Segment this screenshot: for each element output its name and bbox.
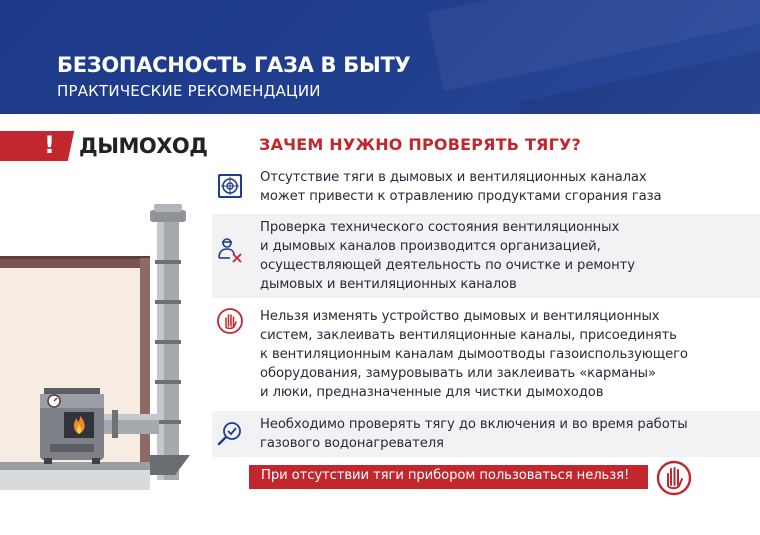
room-side-wall: [140, 258, 150, 468]
warning-text: При отсутствии тяги прибором пользоваться нельзя!: [261, 468, 630, 483]
page-subtitle: ПРАКТИЧЕСКИЕ РЕКОМЕНДАЦИИ: [57, 82, 321, 100]
warning-banner: [249, 465, 648, 489]
list-item: [212, 163, 760, 209]
ceiling-beam: [0, 258, 150, 268]
stop-hand-icon: [216, 307, 244, 335]
list-item: [212, 303, 760, 407]
magnifier-check-icon: [216, 420, 244, 448]
stop-hand-icon: [656, 460, 692, 496]
item-text: Необходимо проверять тягу до включения и во время работы газового водонагревателя: [260, 417, 688, 451]
chimney-illustration: [0, 200, 215, 500]
header-banner: [0, 0, 760, 114]
repair-worker-icon: [216, 236, 244, 264]
section-title: ДЫМОХОД: [79, 134, 208, 158]
list-item: [212, 214, 760, 298]
page-title: БЕЗОПАСНОСТЬ ГАЗА В БЫТУ: [57, 53, 411, 77]
section-heading: ЗАЧЕМ НУЖНО ПРОВЕРЯТЬ ТЯГУ?: [259, 135, 581, 154]
item-text: Проверка технического состояния вентиляционных и дымовых каналов производится организацией, осуществляющей деятельность по очистке и ремонту дымовых и вентиляционных каналов: [260, 220, 635, 292]
exclamation-icon: !: [44, 131, 55, 159]
list-item: [212, 411, 760, 457]
ventilation-grille-icon: [216, 172, 244, 200]
item-text: Отсутствие тяги в дымовых и вентиляционных каналах может привести к отравлению продуктами сгорания газа: [260, 170, 662, 204]
item-text: Нельзя изменять устройство дымовых и вентиляционных систем, заклеивать вентиляционные каналы, присоединять к вентиляционным каналам дымоотводы газоиспользующего оборудования, замуровывать или заклеивать «карманы» и люки, предназначенные для чистки дымоходов: [260, 309, 688, 400]
